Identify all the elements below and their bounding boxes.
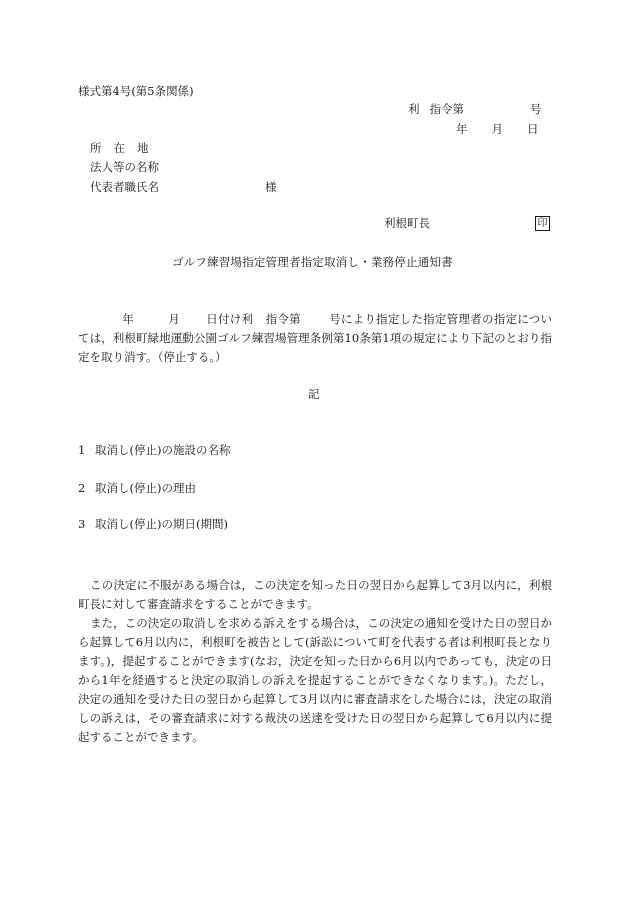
- representative-label: 代表者職氏名: [90, 180, 159, 194]
- address-label: 所在地: [90, 141, 161, 155]
- issue-date-year: 年: [456, 122, 468, 136]
- body-rest: 号により指定した指定管理者の指定については，利根町緑地運動公園ゴルフ練習場管理条例第10条第1項の規定により下記のとおり指定を取り消す。（停止する。）: [78, 312, 553, 364]
- body-year: 年: [122, 312, 135, 326]
- appeal-notice: [78, 576, 552, 747]
- corporation-name-label: 法人等の名称: [90, 160, 159, 174]
- body-order: 指令第: [265, 312, 301, 326]
- body-paragraph: [78, 310, 552, 367]
- item-number: 2: [78, 481, 86, 495]
- honorific: 様: [265, 180, 277, 194]
- item-label: 取消し(停止)の期日(期間): [95, 517, 228, 531]
- document-number-mid: 指令第: [429, 102, 464, 116]
- issue-date: [456, 124, 539, 136]
- item-label: 取消し(停止)の施設の名称: [95, 443, 231, 457]
- document-number-prefix: 利: [408, 102, 420, 116]
- ki-heading: 記: [308, 387, 320, 401]
- document-title: ゴルフ練習場指定管理者指定取消し・業務停止通知書: [172, 255, 453, 269]
- document-number: [408, 104, 542, 116]
- appeal-notice-paragraph-2: また，この決定の取消しを求める訴えをする場合は，この決定の通知を受けた日の翌日から起算して6月以内に，利根町を被告として(訴訟について町を代表する者は利根町長となります。)，提起することができます(なお，決定を知った日から6月以内であっても，決定の日から1年を経過すると決定の取消しの訴えを提起することができなくなります。)。ただし，決定の通知を受けた日の翌日から起算して3月以内に審査請求をした場合には，決定の取消しの訴えは，その審査請求に対する裁決の送達を受けた日の翌日から起算して6月以内に提起することができます。: [78, 616, 552, 744]
- issuer-title: 利根町長: [384, 216, 430, 230]
- body-dated: 日付け利: [206, 312, 254, 326]
- list-item: [78, 483, 196, 495]
- list-item: [78, 445, 230, 457]
- form-number: 様式第4号(第5条関係): [78, 84, 194, 98]
- issue-date-day: 日: [527, 122, 539, 136]
- item-number: 3: [78, 517, 86, 531]
- seal-mark: 印: [535, 216, 550, 231]
- document-number-suffix: 号: [530, 102, 542, 116]
- appeal-notice-paragraph-1: この決定に不服がある場合は，この決定を知った日の翌日から起算して3月以内に，利根町長に対して審査請求をすることができます。: [78, 578, 552, 611]
- item-label: 取消し(停止)の理由: [95, 481, 196, 495]
- body-month: 月: [168, 312, 181, 326]
- issue-date-month: 月: [491, 122, 503, 136]
- list-item: [78, 519, 228, 531]
- item-number: 1: [78, 443, 86, 457]
